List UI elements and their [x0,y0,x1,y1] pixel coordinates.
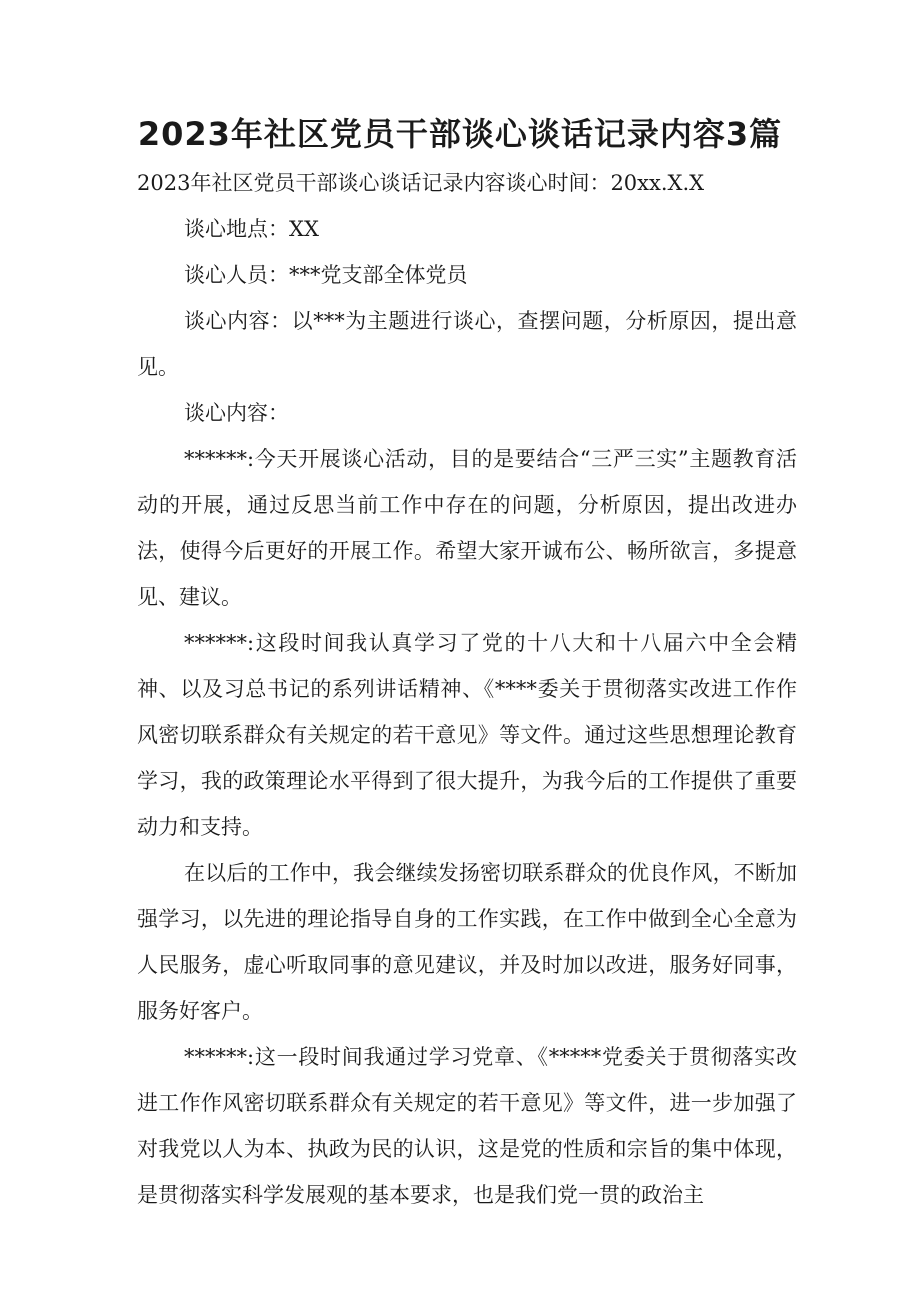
paragraph-speaker-two: ******:这段时间我认真学习了党的十八大和十八届六中全会精神、以及习总书记的系列讲话精神、《****委关于贯彻落实改进工作作风密切联系群众有关规定的若干意见》等文件。通过这些思想理论教育学习，我的政策理论水平得到了很大提升，为我今后的工作提供了重要动力和支持。 [137,631,797,839]
paragraph-opening-remarks: ******:今天开展谈心活动，目的是要结合“三严三实”主题教育活动的开展，通过反思当前工作中存在的问题，分析原因，提出改进办法，使得今后更好的开展工作。希望大家开诚布公、畅所欲言，多提意见、建议。 [137,447,797,609]
paragraph-participants: 谈心人员：***党支部全体党员 [184,263,468,287]
document-body [137,160,797,1218]
paragraph-content-heading: 谈心内容： [184,401,289,425]
paragraph-speaker-three: ******:这一段时间我通过学习党章、《*****党委关于贯彻落实改进工作作风密切联系群众有关规定的若干意见》等文件，进一步加强了对我党以人为本、执政为民的认识，这是党的性质和宗旨的集中体现，是贯彻落实科学发展观的基本要求，也是我们党一贯的政治主 [137,1045,797,1207]
paragraph-future-work: 在以后的工作中，我会继续发扬密切联系群众的优良作风，不断加强学习，以先进的理论指导自身的工作实践，在工作中做到全心全意为人民服务，虚心听取同事的意见建议，并及时加以改进，服务好同事，服务好客户。 [137,861,797,1023]
paragraph-topic: 谈心内容：以***为主题进行谈心，查摆问题，分析原因，提出意见。 [137,309,797,379]
paragraph-meeting-time: 2023年社区党员干部谈心谈话记录内容谈心时间：20xx.X.X [137,171,705,195]
paragraph-meeting-place: 谈心地点：XX [184,217,319,241]
document-title: 2023年社区党员干部谈心谈话记录内容3篇 [137,115,783,153]
